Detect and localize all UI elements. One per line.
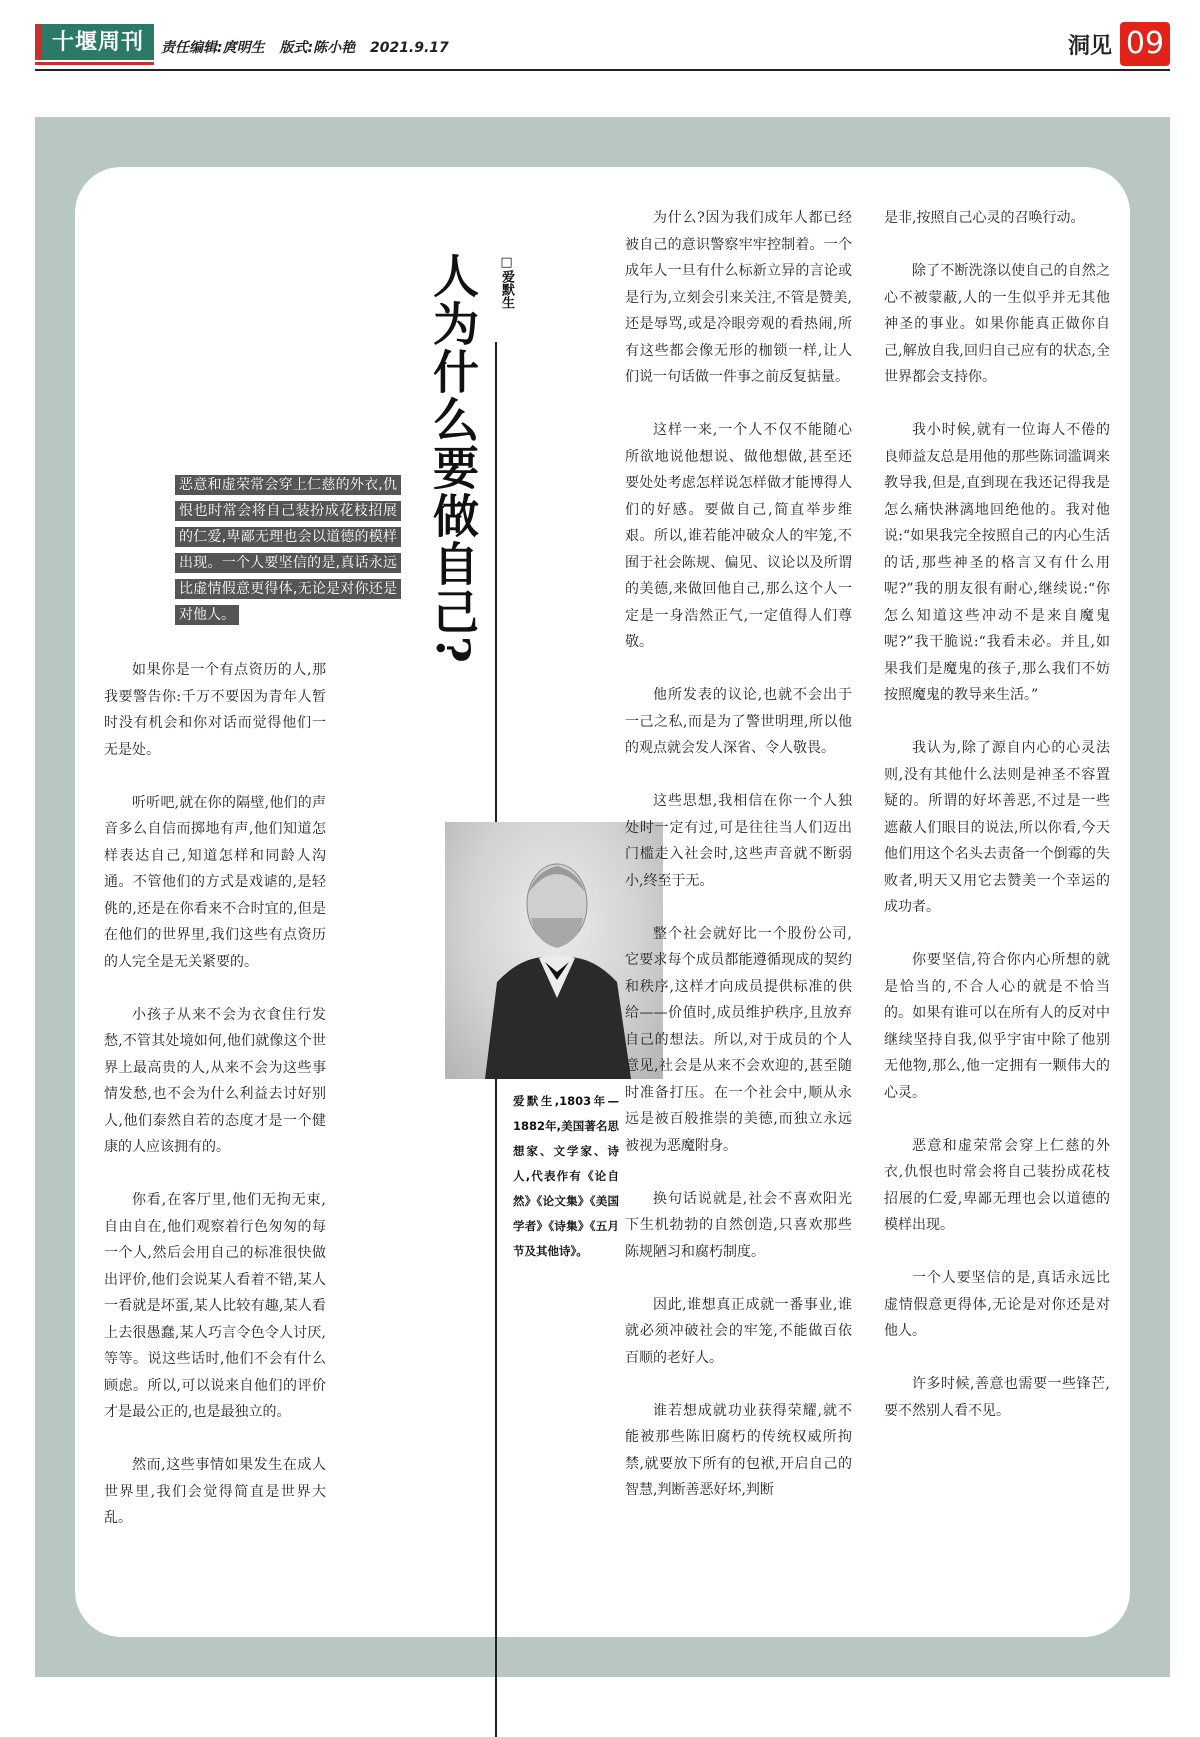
paragraph: 这些思想,我相信在你一个人独处时一定有过,可是往往当人们迈出门槛走入社会时,这些声音就不断弱小,终至于无。 [625, 793, 852, 889]
article-byline: □爱默生 [499, 255, 514, 309]
paragraph: 小孩子从来不会为衣食住行发愁,不管其处境如何,他们就像这个世界上最高贵的人,从来不会为这些事情发愁,也不会为什么利益去讨好别人,他们泰然自若的态度才是一个健康的人应该拥有的。 [104, 1006, 326, 1155]
paragraph: 他所发表的议论,也就不会出于一己之私,而是为了警世明理,所以他的观点就会发人深省、令人敬畏。 [625, 687, 852, 756]
masthead-info [161, 38, 459, 58]
paragraph: 听听吧,就在你的隔壁,他们的声音多么自信而掷地有声,他们知道怎样表达自己,知道怎样和同龄人沟通。不管他们的方式是戏谑的,是轻佻的,还是在你看来不合时宜的,但是在他们的世界里,我们这些有点资历的人完全是无关紧要的。 [104, 794, 326, 970]
section-name: 洞见 [1067, 34, 1112, 59]
paragraph: 这样一来,一个人不仅不能随心所欲地说他想说、做他想做,甚至还要处处考虑怎样说怎样做才能博得人们的好感。要做自己,简直举步维艰。所以,谁若能冲破众人的牢笼,不囿于社会陈规、偏见、议论以及所谓的美德,来做回他自己,那么这个人一定是一身浩然正气,一定值得人们尊敬。 [625, 422, 852, 650]
paragraph: 一个人要坚信的是,真话永远比虚情假意更得体,无论是对你还是对他人。 [884, 1270, 1110, 1339]
paragraph: 你看,在客厅里,他们无拘无束,自由自在,他们观察着行色匆匆的每一个人,然后会用自己的标准很快做出评价,他们会说某人看着不错,某人一看就是坏蛋,某人比较有趣,某人看上去很愚蠢,某人巧言令色令人讨厌,等等。说这些话时,他们不会有什么顾虑。所以,可以说来自他们的评价才是最公正的,也是最独立的。 [104, 1192, 326, 1420]
paragraph: 除了不断洗涤以使自己的自然之心不被蒙蔽,人的一生似乎并无其他神圣的事业。如果你能真正做你自己,解放自我,回归自己应有的状态,全世界都会支持你。 [884, 263, 1110, 385]
portrait-caption: 爱默生,1803年—1882年,美国著名思想家、文学家、诗人,代表作有《论自然》《论文集》《美国学者》《诗集》《五月节及其他诗》。 [513, 1094, 619, 1258]
masthead-logo: 十堰周刊 [35, 24, 154, 60]
paragraph: 因此,谁想真正成就一番事业,谁就必须冲破社会的牢笼,不能做百依百顺的老好人。 [625, 1296, 852, 1366]
masthead-rule [35, 69, 1170, 71]
paragraph: 许多时候,善意也需要一些锋芒,要不然别人看不见。 [884, 1376, 1110, 1419]
paragraph: 谁若想成就功业获得荣耀,就不能被那些陈旧腐朽的传统权威所拘禁,就要放下所有的包袱,开启自己的智慧,判断善恶好坏,判断 [625, 1402, 852, 1498]
layout-credit: 版式:陈小艳 [279, 40, 356, 56]
body-column-1 [104, 657, 326, 1558]
paragraph: 我小时候,就有一位诲人不倦的良师益友总是用他的那些陈词滥调来教导我,但是,直到现在我还记得我是怎么痛快淋漓地回绝他的。我对他说:“如果我完全按照自己的内心生活的话,那些神圣的格言又有什么用呢?”我的朋友很有耐心,继续说:“你怎么知道这些冲动不是来自魔鬼呢?”我干脆说:“我看未必。并且,如果我们是魔鬼的孩子,那么我们不妨按照魔鬼的教导来生活。” [884, 422, 1110, 703]
pull-quote-text: 恶意和虚荣常会穿上仁慈的外衣,仇恨也时常会将自己装扮成花枝招展的仁爱,卑鄙无理也会以道德的模样出现。一个人要坚信的是,真话永远比虚情假意更得体,无论是对你还是对他人。 [175, 475, 401, 625]
paragraph: 然而,这些事情如果发生在成人世界里,我们会觉得简直是世界大乱。 [104, 1457, 326, 1526]
paragraph: 如果你是一个有点资历的人,那我要警告你:千万不要因为青年人暂时没有机会和你对话而觉得他们一无是处。 [104, 662, 326, 758]
paragraph: 恶意和虚荣常会穿上仁慈的外衣,仇恨也时常会将自己装扮成花枝招展的仁爱,卑鄙无理也会以道德的模样出现。 [884, 1137, 1110, 1233]
paragraph-continued: 是非,按照自己心灵的召唤行动。 [884, 210, 1085, 226]
issue-date: 2021.9.17 [369, 40, 449, 56]
editor-credit: 责任编辑:庹明生 [161, 40, 265, 56]
paragraph: 你要坚信,符合你内心所想的就是恰当的,不合人心的就是不恰当的。如果有谁可以在所有人的反对中继续坚持自我,似乎宇宙中除了他别无他物,那么,他一定拥有一颗伟大的心灵。 [884, 952, 1110, 1101]
paragraph: 整个社会就好比一个股份公司,它要求每个成员都能遵循现成的契约和秩序,这样才向成员提供标准的供给——价值时,成员维护秩序,且放弃自己的想法。所以,对于成员的个人意见,社会是从来不会欢迎的,甚至随时准备打压。在一个社会中,顺从永远是被百般推崇的美德,而独立永远被视为恶魔附身。 [625, 925, 852, 1154]
paragraph: 为什么?因为我们成年人都已经被自己的意识警察牢牢控制着。一个成年人一旦有什么标新立异的言论或是行为,立刻会引来关注,不管是赞美,还是辱骂,或是冷眼旁观的看热闹,所有这些都会像无形的枷锁一样,让人们说一句话做一件事之前反复掂量。 [625, 210, 852, 385]
body-column-3 [884, 205, 1110, 1451]
body-column-2 [625, 205, 852, 1530]
article-title: 人为什么要做自己? [426, 252, 480, 665]
paragraph: 我认为,除了源自内心的心灵法则,没有其他什么法则是神圣不容置疑的。所谓的好坏善恶,不过是一些遮蔽人们眼目的说法,所以你看,今天他们用这个名头去责备一个倒霉的失败者,明天又用它去赞美一个幸运的成功者。 [884, 740, 1110, 915]
page-number: 09 [1120, 22, 1170, 66]
paragraph: 换句话说就是,社会不喜欢阳光下生机勃勃的自然创造,只喜欢那些陈规陋习和腐朽制度。 [625, 1190, 852, 1260]
pull-quote [175, 472, 401, 628]
